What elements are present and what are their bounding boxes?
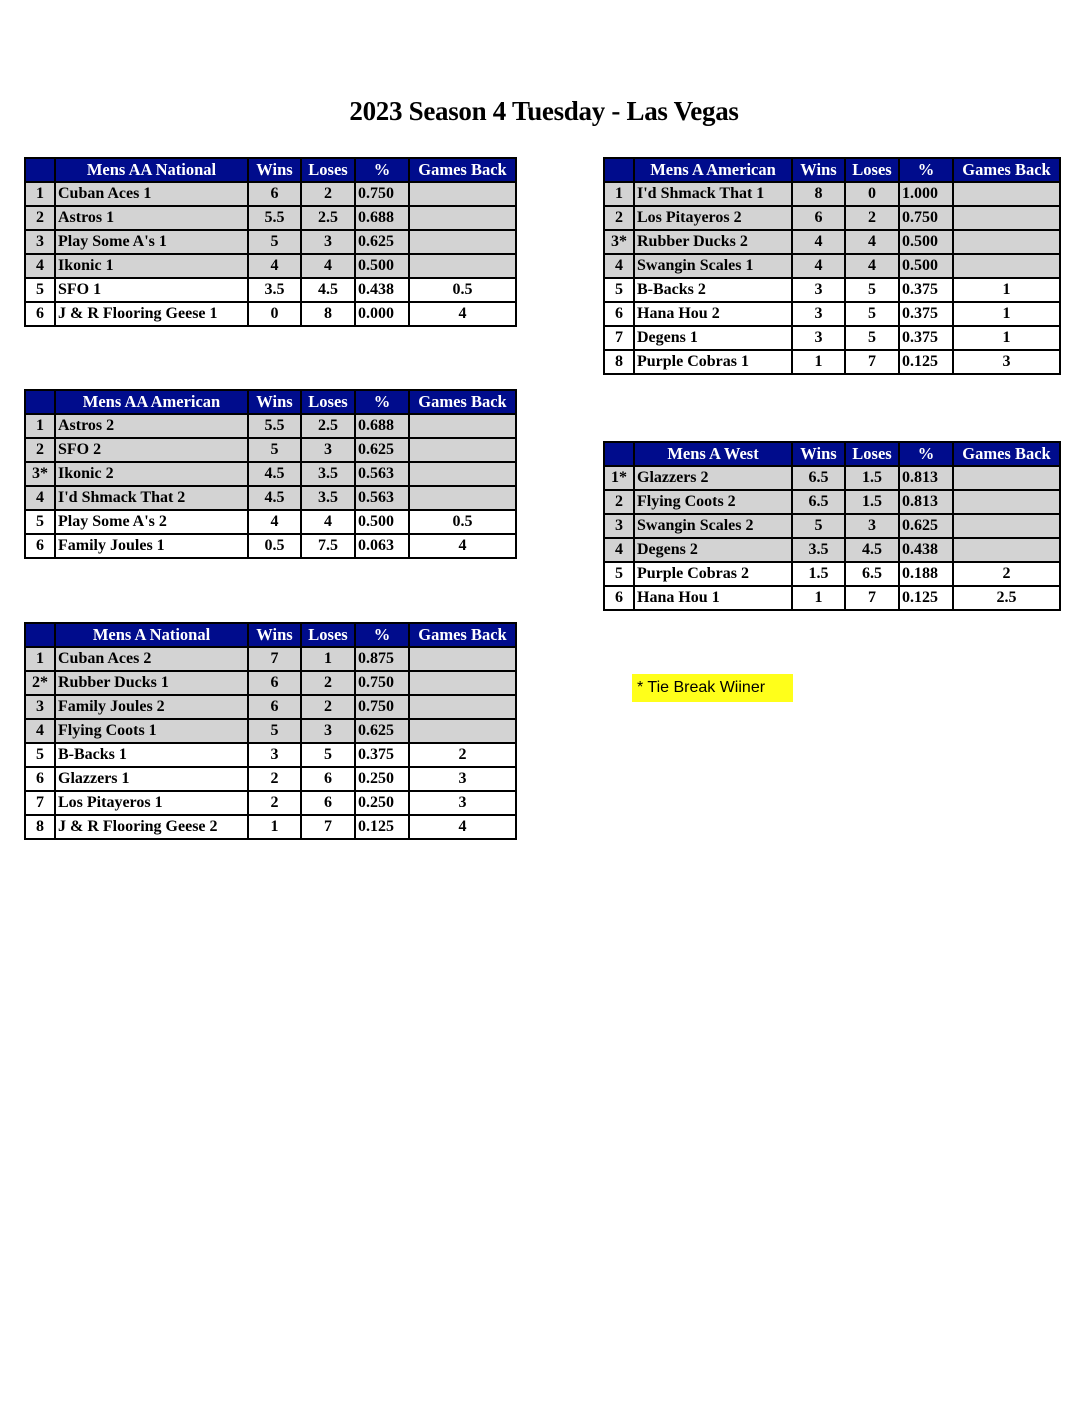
table-row (25, 743, 516, 767)
rank-cell: 4 (604, 254, 634, 278)
pct-cell: 0.688 (355, 414, 409, 438)
rank-cell: 6 (25, 534, 55, 558)
rank-header (25, 623, 55, 647)
wins-cell: 5.5 (248, 206, 301, 230)
table-row (604, 562, 1060, 586)
team-name-cell: Family Joules 1 (55, 534, 248, 558)
team-name-cell: Flying Coots 2 (634, 490, 792, 514)
loses-cell: 4.5 (845, 538, 899, 562)
loses-cell: 4.5 (301, 278, 355, 302)
pct-cell: 0.625 (355, 719, 409, 743)
division-table-mens-aa-american (24, 389, 517, 559)
table-row (25, 278, 516, 302)
division-name: Mens AA National (55, 158, 248, 182)
wins-cell: 4 (792, 254, 845, 278)
table-header-row (604, 158, 1060, 182)
loses-cell: 6 (301, 767, 355, 791)
team-name-cell: Astros 2 (55, 414, 248, 438)
games-back-cell (953, 206, 1060, 230)
table-row (25, 182, 516, 206)
pct-cell: 0.063 (355, 534, 409, 558)
rank-cell: 4 (25, 719, 55, 743)
loses-cell: 7 (845, 350, 899, 374)
rank-cell: 2 (604, 490, 634, 514)
pct-cell: 0.438 (899, 538, 953, 562)
table-row (25, 695, 516, 719)
wins-cell: 2 (248, 791, 301, 815)
wins-cell: 5 (792, 514, 845, 538)
pct-header: % (899, 442, 953, 466)
table-row (604, 538, 1060, 562)
division-table-mens-aa-national (24, 157, 517, 327)
games-back-cell: 4 (409, 534, 516, 558)
loses-cell: 8 (301, 302, 355, 326)
games-back-cell: 1 (953, 302, 1060, 326)
games-back-cell: 3 (409, 767, 516, 791)
games-back-cell (409, 671, 516, 695)
team-name-cell: I'd Shmack That 1 (634, 182, 792, 206)
rank-cell: 5 (25, 743, 55, 767)
team-name-cell: Degens 1 (634, 326, 792, 350)
loses-cell: 7.5 (301, 534, 355, 558)
loses-cell: 0 (845, 182, 899, 206)
wins-cell: 3.5 (248, 278, 301, 302)
pct-header: % (355, 623, 409, 647)
wins-cell: 6 (792, 206, 845, 230)
games-back-cell (409, 438, 516, 462)
table-row (25, 414, 516, 438)
wins-cell: 3.5 (792, 538, 845, 562)
loses-cell: 2 (301, 182, 355, 206)
table-row (604, 466, 1060, 490)
wins-cell: 3 (792, 278, 845, 302)
team-name-cell: Purple Cobras 1 (634, 350, 792, 374)
loses-cell: 3.5 (301, 486, 355, 510)
pct-cell: 0.500 (899, 230, 953, 254)
pct-cell: 0.375 (899, 326, 953, 350)
games-back-cell (409, 254, 516, 278)
games-back-cell: 2 (409, 743, 516, 767)
pct-header: % (899, 158, 953, 182)
team-name-cell: B-Backs 2 (634, 278, 792, 302)
games-back-header: Games Back (409, 390, 516, 414)
loses-cell: 2.5 (301, 206, 355, 230)
table-header-row (25, 623, 516, 647)
table-row (604, 254, 1060, 278)
team-name-cell: Los Pitayeros 1 (55, 791, 248, 815)
rank-header (25, 390, 55, 414)
rank-cell: 5 (25, 510, 55, 534)
loses-cell: 5 (845, 302, 899, 326)
table-row (25, 254, 516, 278)
team-name-cell: Swangin Scales 1 (634, 254, 792, 278)
rank-cell: 5 (25, 278, 55, 302)
wins-cell: 4.5 (248, 486, 301, 510)
games-back-cell (409, 486, 516, 510)
loses-cell: 3.5 (301, 462, 355, 486)
rank-cell: 4 (25, 254, 55, 278)
team-name-cell: Cuban Aces 1 (55, 182, 248, 206)
division-table-mens-a-american (603, 157, 1061, 375)
wins-cell: 1.5 (792, 562, 845, 586)
wins-header: Wins (248, 623, 301, 647)
loses-cell: 2 (301, 671, 355, 695)
table-row (25, 671, 516, 695)
pct-cell: 0.625 (355, 438, 409, 462)
games-back-cell (953, 514, 1060, 538)
wins-header: Wins (792, 158, 845, 182)
table-row (604, 230, 1060, 254)
games-back-header: Games Back (409, 158, 516, 182)
wins-cell: 3 (792, 302, 845, 326)
games-back-cell: 1 (953, 278, 1060, 302)
table-row (604, 586, 1060, 610)
pct-cell: 0.750 (355, 671, 409, 695)
table-row (604, 182, 1060, 206)
rank-cell: 6 (604, 302, 634, 326)
games-back-header: Games Back (953, 158, 1060, 182)
table-row (25, 462, 516, 486)
table-row (25, 510, 516, 534)
rank-cell: 6 (25, 302, 55, 326)
wins-cell: 4 (248, 254, 301, 278)
games-back-header: Games Back (953, 442, 1060, 466)
loses-cell: 7 (845, 586, 899, 610)
games-back-cell (409, 719, 516, 743)
wins-cell: 7 (248, 647, 301, 671)
pct-cell: 0.813 (899, 466, 953, 490)
pct-cell: 0.500 (899, 254, 953, 278)
rank-cell: 3 (604, 514, 634, 538)
table-row (25, 815, 516, 839)
table-row (604, 490, 1060, 514)
loses-cell: 2 (845, 206, 899, 230)
pct-cell: 0.375 (899, 302, 953, 326)
team-name-cell: J & R Flooring Geese 1 (55, 302, 248, 326)
table-row (25, 767, 516, 791)
wins-cell: 5 (248, 438, 301, 462)
wins-cell: 1 (792, 350, 845, 374)
loses-cell: 5 (845, 326, 899, 350)
games-back-cell (953, 182, 1060, 206)
pct-cell: 0.500 (355, 254, 409, 278)
pct-cell: 0.250 (355, 791, 409, 815)
games-back-cell (953, 254, 1060, 278)
games-back-cell (409, 182, 516, 206)
pct-cell: 0.563 (355, 462, 409, 486)
games-back-cell: 1 (953, 326, 1060, 350)
games-back-cell: 4 (409, 815, 516, 839)
team-name-cell: Family Joules 2 (55, 695, 248, 719)
table-row (25, 438, 516, 462)
rank-cell: 6 (25, 767, 55, 791)
wins-header: Wins (792, 442, 845, 466)
table-row (25, 791, 516, 815)
pct-cell: 0.750 (355, 182, 409, 206)
wins-cell: 8 (792, 182, 845, 206)
pct-cell: 0.750 (899, 206, 953, 230)
division-table-mens-a-west (603, 441, 1061, 611)
rank-cell: 2* (25, 671, 55, 695)
games-back-cell (953, 230, 1060, 254)
loses-cell: 3 (301, 230, 355, 254)
team-name-cell: Flying Coots 1 (55, 719, 248, 743)
rank-cell: 4 (604, 538, 634, 562)
team-name-cell: Purple Cobras 2 (634, 562, 792, 586)
pct-cell: 0.688 (355, 206, 409, 230)
loses-cell: 5 (845, 278, 899, 302)
pct-cell: 0.125 (355, 815, 409, 839)
loses-header: Loses (301, 390, 355, 414)
loses-cell: 3 (301, 719, 355, 743)
games-back-cell: 3 (409, 791, 516, 815)
team-name-cell: Ikonic 1 (55, 254, 248, 278)
pct-cell: 0.000 (355, 302, 409, 326)
rank-cell: 1 (25, 647, 55, 671)
pct-header: % (355, 390, 409, 414)
pct-cell: 1.000 (899, 182, 953, 206)
loses-cell: 2.5 (301, 414, 355, 438)
rank-header (25, 158, 55, 182)
loses-cell: 1.5 (845, 490, 899, 514)
wins-cell: 6 (248, 182, 301, 206)
rank-cell: 3 (25, 695, 55, 719)
pct-cell: 0.125 (899, 586, 953, 610)
wins-cell: 6.5 (792, 466, 845, 490)
loses-header: Loses (301, 158, 355, 182)
table-header-row (25, 158, 516, 182)
table-row (604, 302, 1060, 326)
wins-cell: 6 (248, 671, 301, 695)
wins-header: Wins (248, 158, 301, 182)
table-row (25, 302, 516, 326)
wins-cell: 5 (248, 719, 301, 743)
team-name-cell: Play Some A's 1 (55, 230, 248, 254)
games-back-cell (409, 462, 516, 486)
wins-cell: 0 (248, 302, 301, 326)
pct-cell: 0.375 (355, 743, 409, 767)
team-name-cell: SFO 1 (55, 278, 248, 302)
loses-cell: 3 (845, 514, 899, 538)
rank-header (604, 442, 634, 466)
pct-cell: 0.438 (355, 278, 409, 302)
table-row (604, 278, 1060, 302)
loses-cell: 6.5 (845, 562, 899, 586)
rank-cell: 1* (604, 466, 634, 490)
team-name-cell: Swangin Scales 2 (634, 514, 792, 538)
games-back-cell: 2.5 (953, 586, 1060, 610)
division-name: Mens A West (634, 442, 792, 466)
pct-cell: 0.188 (899, 562, 953, 586)
rank-cell: 2 (25, 206, 55, 230)
loses-cell: 4 (845, 254, 899, 278)
games-back-cell (953, 490, 1060, 514)
games-back-cell: 0.5 (409, 278, 516, 302)
pct-cell: 0.125 (899, 350, 953, 374)
team-name-cell: Glazzers 2 (634, 466, 792, 490)
team-name-cell: SFO 2 (55, 438, 248, 462)
rank-cell: 3* (604, 230, 634, 254)
division-name: Mens AA American (55, 390, 248, 414)
games-back-cell (409, 230, 516, 254)
table-row (25, 719, 516, 743)
games-back-cell: 0.5 (409, 510, 516, 534)
table-header-row (604, 442, 1060, 466)
team-name-cell: J & R Flooring Geese 2 (55, 815, 248, 839)
table-row (25, 534, 516, 558)
games-back-cell: 2 (953, 562, 1060, 586)
loses-cell: 4 (845, 230, 899, 254)
wins-header: Wins (248, 390, 301, 414)
pct-cell: 0.813 (899, 490, 953, 514)
loses-cell: 2 (301, 695, 355, 719)
loses-header: Loses (845, 442, 899, 466)
team-name-cell: B-Backs 1 (55, 743, 248, 767)
wins-cell: 3 (248, 743, 301, 767)
page-title: 2023 Season 4 Tuesday - Las Vegas (349, 96, 739, 126)
division-table-mens-a-national (24, 622, 517, 840)
pct-cell: 0.563 (355, 486, 409, 510)
rank-cell: 3 (25, 230, 55, 254)
loses-cell: 4 (301, 254, 355, 278)
loses-cell: 1 (301, 647, 355, 671)
division-name: Mens A American (634, 158, 792, 182)
wins-cell: 1 (792, 586, 845, 610)
table-row (25, 230, 516, 254)
pct-cell: 0.625 (899, 514, 953, 538)
team-name-cell: Degens 2 (634, 538, 792, 562)
loses-cell: 5 (301, 743, 355, 767)
rank-cell: 7 (25, 791, 55, 815)
games-back-cell (409, 414, 516, 438)
rank-cell: 1 (25, 182, 55, 206)
team-name-cell: Play Some A's 2 (55, 510, 248, 534)
rank-cell: 4 (25, 486, 55, 510)
games-back-cell: 4 (409, 302, 516, 326)
tie-break-note: * Tie Break Wiiner (632, 674, 793, 702)
wins-cell: 4 (248, 510, 301, 534)
loses-header: Loses (301, 623, 355, 647)
team-name-cell: Rubber Ducks 2 (634, 230, 792, 254)
rank-cell: 1 (604, 182, 634, 206)
rank-cell: 1 (25, 414, 55, 438)
rank-cell: 2 (25, 438, 55, 462)
wins-cell: 2 (248, 767, 301, 791)
games-back-cell (409, 206, 516, 230)
table-row (25, 206, 516, 230)
pct-header: % (355, 158, 409, 182)
games-back-cell (409, 647, 516, 671)
team-name-cell: Astros 1 (55, 206, 248, 230)
wins-cell: 6.5 (792, 490, 845, 514)
games-back-cell (409, 695, 516, 719)
wins-cell: 4.5 (248, 462, 301, 486)
team-name-cell: I'd Shmack That 2 (55, 486, 248, 510)
table-row (604, 350, 1060, 374)
table-row (604, 206, 1060, 230)
team-name-cell: Ikonic 2 (55, 462, 248, 486)
team-name-cell: Los Pitayeros 2 (634, 206, 792, 230)
rank-cell: 5 (604, 278, 634, 302)
loses-header: Loses (845, 158, 899, 182)
games-back-cell (953, 466, 1060, 490)
team-name-cell: Rubber Ducks 1 (55, 671, 248, 695)
pct-cell: 0.250 (355, 767, 409, 791)
rank-cell: 3* (25, 462, 55, 486)
table-row (25, 486, 516, 510)
pct-cell: 0.500 (355, 510, 409, 534)
pct-cell: 0.625 (355, 230, 409, 254)
team-name-cell: Cuban Aces 2 (55, 647, 248, 671)
table-header-row (25, 390, 516, 414)
rank-cell: 6 (604, 586, 634, 610)
rank-cell: 5 (604, 562, 634, 586)
pct-cell: 0.875 (355, 647, 409, 671)
loses-cell: 3 (301, 438, 355, 462)
wins-cell: 3 (792, 326, 845, 350)
wins-cell: 4 (792, 230, 845, 254)
team-name-cell: Glazzers 1 (55, 767, 248, 791)
loses-cell: 6 (301, 791, 355, 815)
table-row (604, 514, 1060, 538)
loses-cell: 7 (301, 815, 355, 839)
rank-cell: 8 (604, 350, 634, 374)
wins-cell: 0.5 (248, 534, 301, 558)
rank-cell: 8 (25, 815, 55, 839)
table-row (25, 647, 516, 671)
rank-header (604, 158, 634, 182)
loses-cell: 4 (301, 510, 355, 534)
pct-cell: 0.375 (899, 278, 953, 302)
rank-cell: 2 (604, 206, 634, 230)
pct-cell: 0.750 (355, 695, 409, 719)
table-row (604, 326, 1060, 350)
wins-cell: 5.5 (248, 414, 301, 438)
wins-cell: 6 (248, 695, 301, 719)
team-name-cell: Hana Hou 2 (634, 302, 792, 326)
rank-cell: 7 (604, 326, 634, 350)
games-back-cell: 3 (953, 350, 1060, 374)
division-name: Mens A National (55, 623, 248, 647)
team-name-cell: Hana Hou 1 (634, 586, 792, 610)
games-back-cell (953, 538, 1060, 562)
wins-cell: 1 (248, 815, 301, 839)
wins-cell: 5 (248, 230, 301, 254)
games-back-header: Games Back (409, 623, 516, 647)
loses-cell: 1.5 (845, 466, 899, 490)
